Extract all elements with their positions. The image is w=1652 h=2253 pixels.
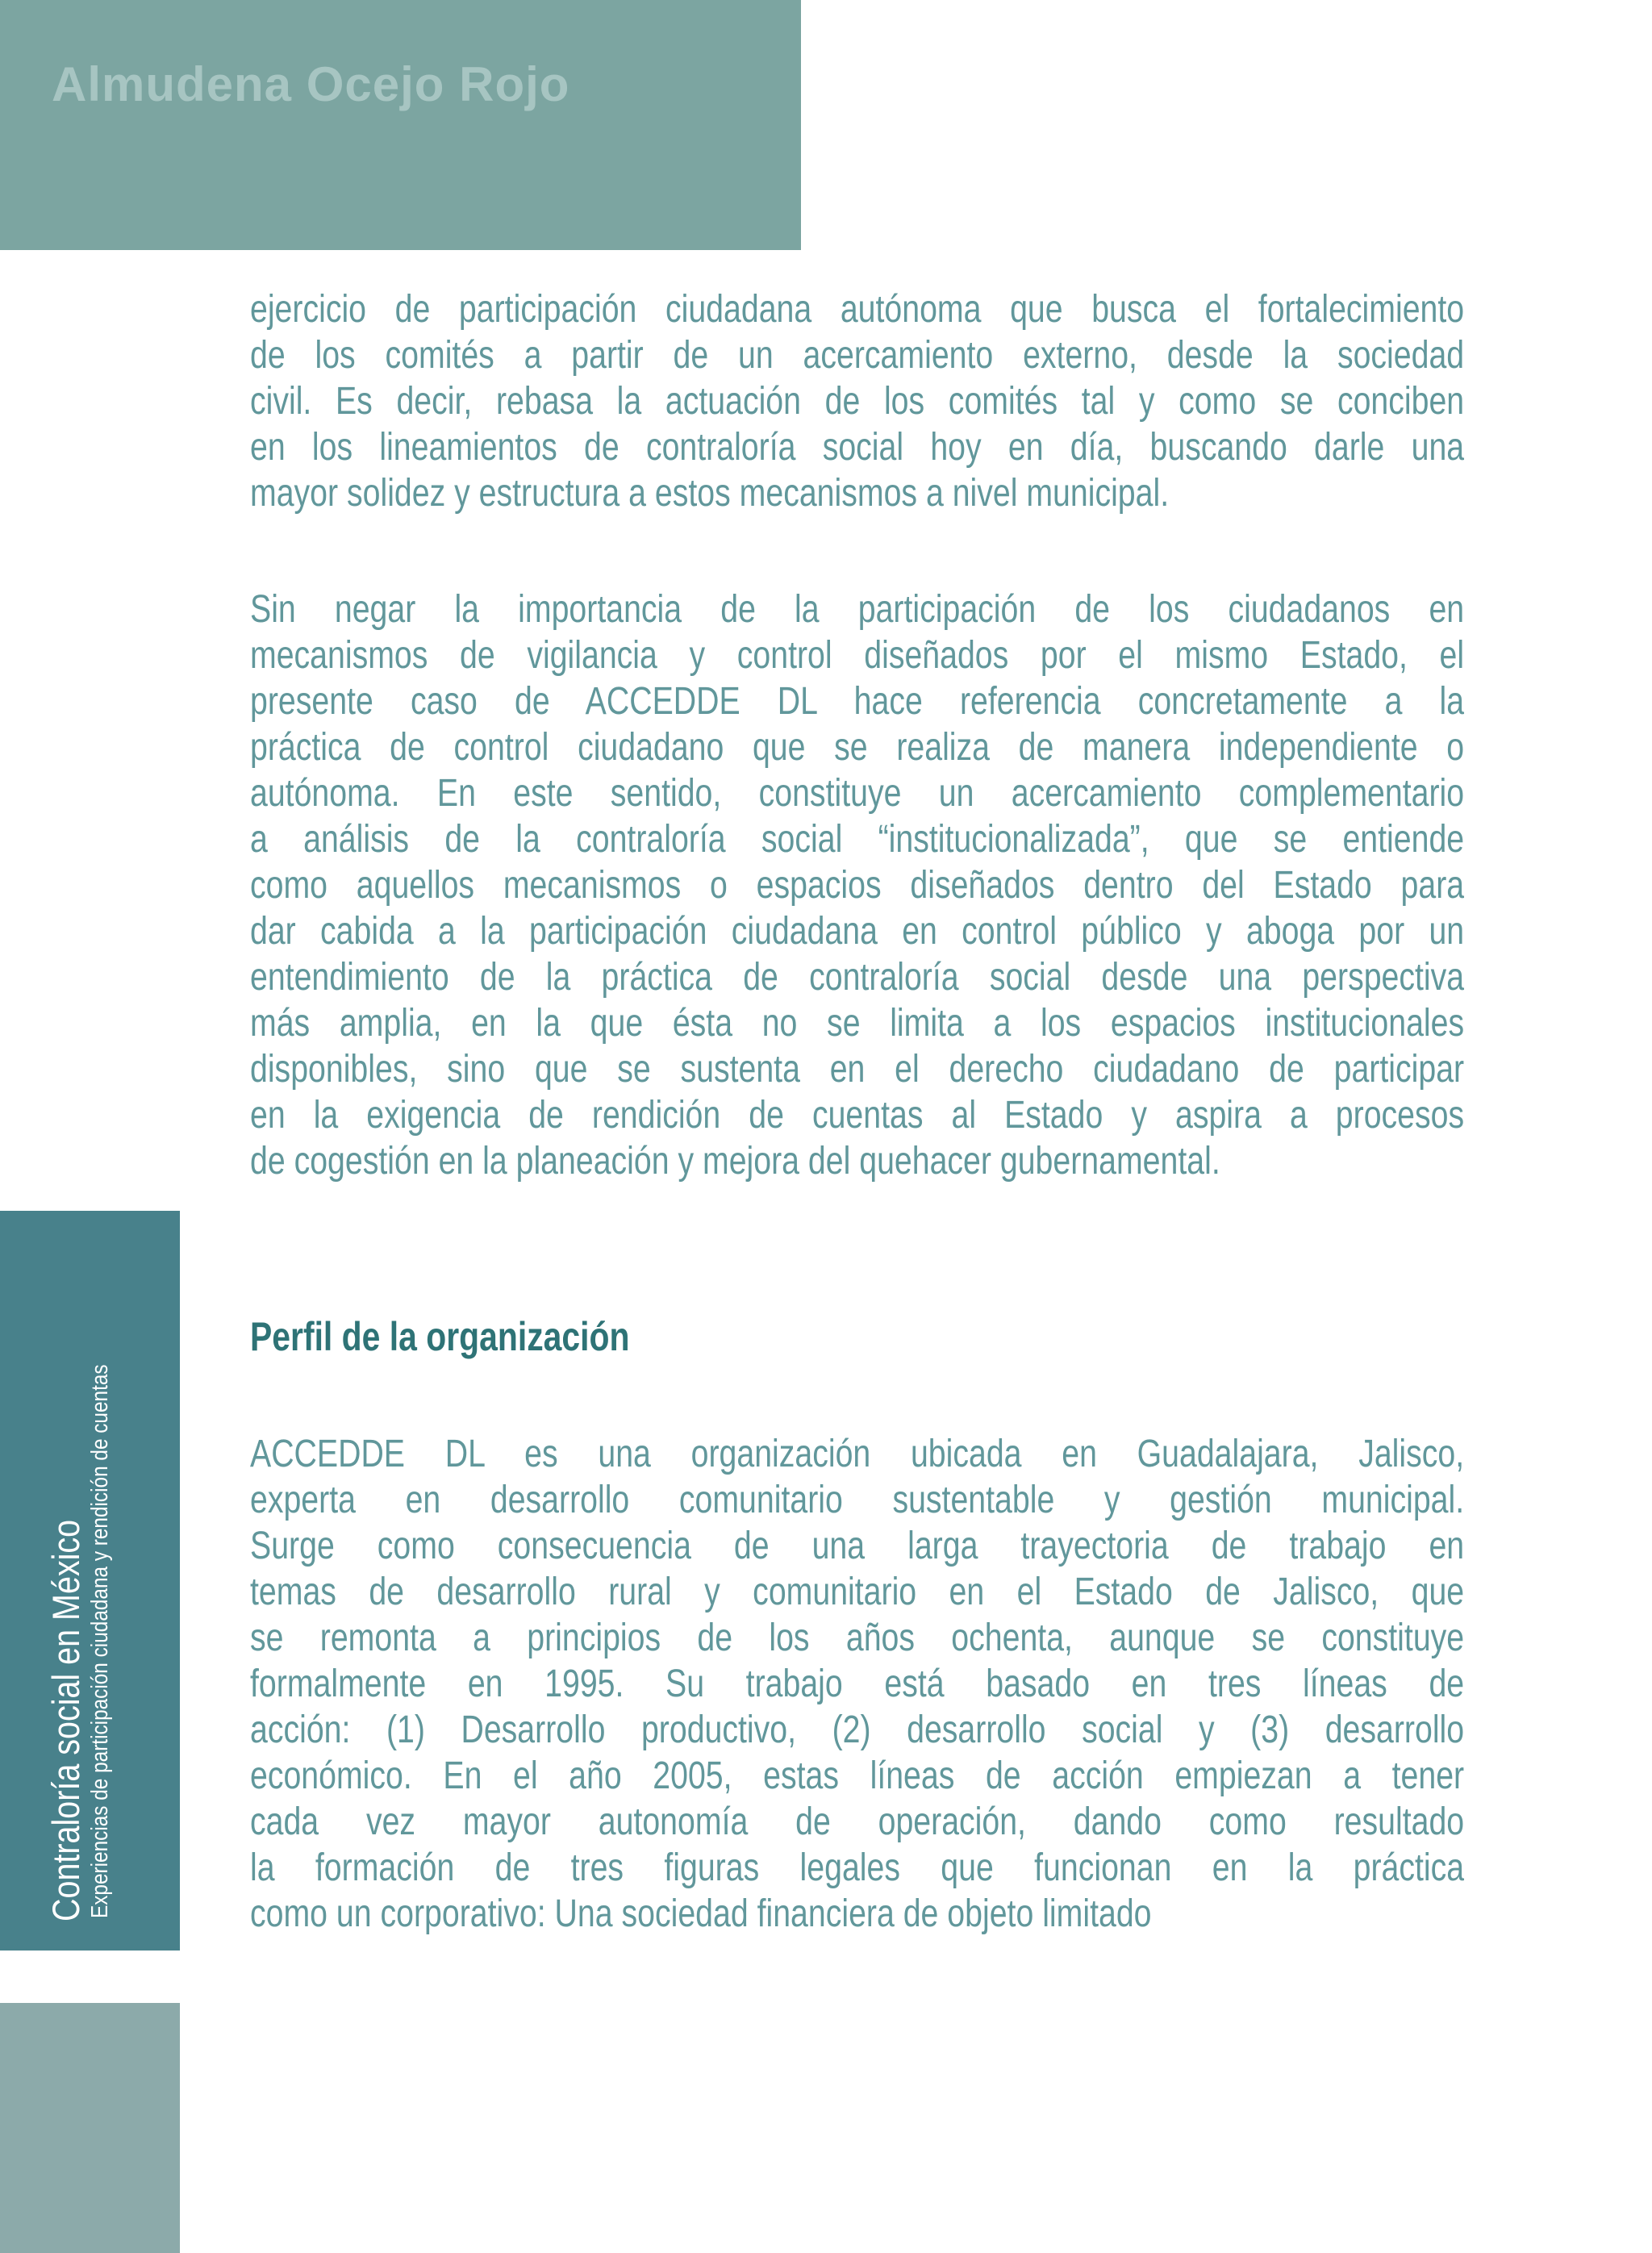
author-name: Almudena Ocejo Rojo: [52, 57, 570, 111]
paragraph-line: mecanismos de vigilancia y control diseñados por el mismo Estado, el: [250, 634, 1465, 677]
paragraph-line: económico. En el año 2005, estas líneas de acción empiezan a tener: [250, 1754, 1465, 1797]
paragraph-line: como un corporativo: Una sociedad financiera de objeto limitado: [250, 1892, 1152, 1935]
paragraph-line: dar cabida a la participación ciudadana en control público y aboga por un: [250, 910, 1465, 953]
paragraph-line: ejercicio de participación ciudadana autónoma que busca el fortalecimiento: [250, 288, 1465, 331]
section-heading: Perfil de la organización: [250, 1314, 630, 1359]
paragraph-line: experta en desarrollo comunitario sustentable y gestión municipal.: [250, 1479, 1465, 1521]
book-subtitle-vertical: Experiencias de participación ciudadana y rendición de cuentas: [87, 1364, 113, 1918]
paragraph-line: a análisis de la contraloría social “institucionalizada”, que se entiende: [250, 818, 1465, 861]
paragraph-line: temas de desarrollo rural y comunitario en el Estado de Jalisco, que: [250, 1571, 1465, 1613]
paragraph-line: Sin negar la importancia de la participación de los ciudadanos en: [250, 588, 1465, 631]
paragraph-line: disponibles, sino que se sustenta en el derecho ciudadano de participar: [250, 1048, 1465, 1091]
paragraph-line: más amplia, en la que ésta no se limita a los espacios institucionales: [250, 1002, 1465, 1045]
paragraph-line: acción: (1) Desarrollo productivo, (2) desarrollo social y (3) desarrollo: [250, 1709, 1465, 1751]
paragraph-line: de los comités a partir de un acercamiento externo, desde la sociedad: [250, 334, 1465, 377]
paragraph-line: civil. Es decir, rebasa la actuación de los comités tal y como se conciben: [250, 380, 1465, 423]
paragraph-line: entendimiento de la práctica de contraloría social desde una perspectiva: [250, 956, 1465, 999]
paragraph-line: presente caso de ACCEDDE DL hace referencia concretamente a la: [250, 680, 1465, 723]
paragraph-line: en la exigencia de rendición de cuentas al Estado y aspira a procesos: [250, 1094, 1465, 1137]
paragraph-2: [250, 586, 1464, 1184]
paragraph-line: práctica de control ciudadano que se realiza de manera independiente o: [250, 726, 1465, 769]
paragraph-line: Surge como consecuencia de una larga trayectoria de trabajo en: [250, 1525, 1465, 1567]
book-title-vertical: Contraloría social en México: [44, 1519, 87, 1921]
paragraph-line: cada vez mayor autonomía de operación, dando como resultado: [250, 1800, 1465, 1843]
paragraph-line: de cogestión en la planeación y mejora del quehacer gubernamental.: [250, 1140, 1220, 1183]
paragraph-1: [250, 286, 1464, 516]
footer-band: [0, 2003, 180, 2253]
paragraph-line: como aquellos mecanismos o espacios diseñados dentro del Estado para: [250, 864, 1465, 907]
paragraph-line: mayor solidez y estructura a estos mecanismos a nivel municipal.: [250, 472, 1170, 515]
paragraph-3: [250, 1431, 1464, 1937]
paragraph-line: en los lineamientos de contraloría social hoy en día, buscando darle una: [250, 426, 1465, 469]
paragraph-line: formalmente en 1995. Su trabajo está basado en tres líneas de: [250, 1663, 1465, 1705]
body-column: [250, 0, 1464, 1937]
paragraph-line: la formación de tres figuras legales que funcionan en la práctica: [250, 1846, 1465, 1889]
paragraph-line: ACCEDDE DL es una organización ubicada en Guadalajara, Jalisco,: [250, 1433, 1465, 1475]
paragraph-line: se remonta a principios de los años ochenta, aunque se constituye: [250, 1617, 1465, 1659]
paragraph-line: autónoma. En este sentido, constituye un acercamiento complementario: [250, 772, 1465, 815]
